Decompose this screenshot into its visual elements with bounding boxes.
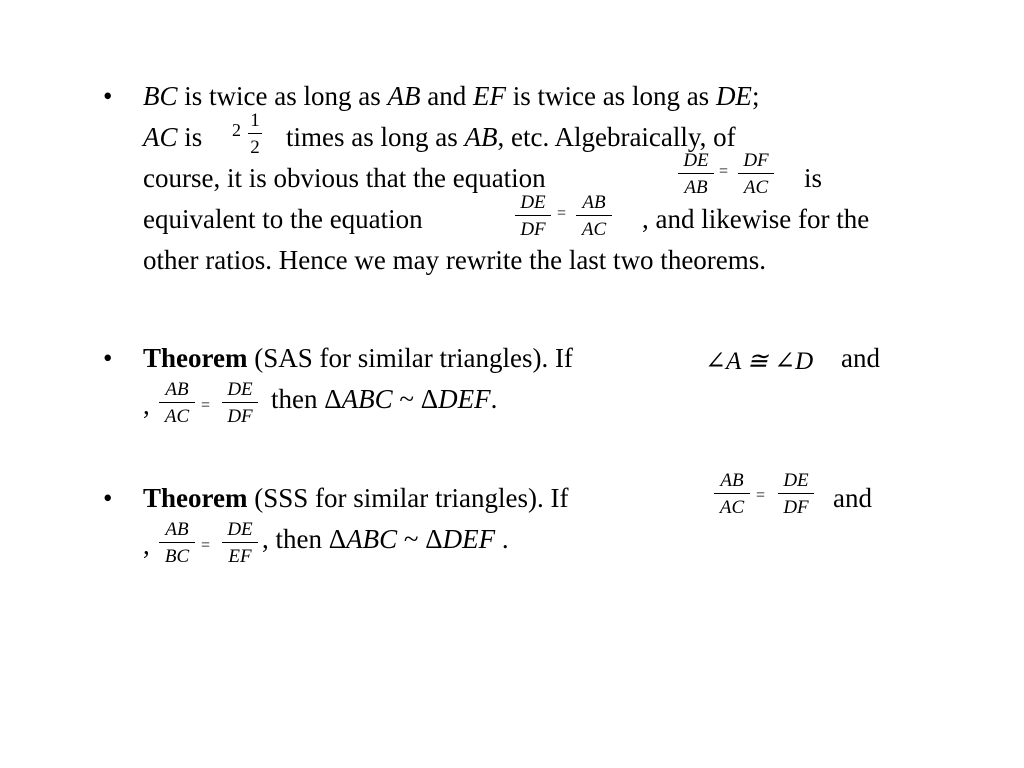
text-run: other ratios. Hence we may rewrite the last two theorems. (143, 245, 767, 275)
segment-label-bc: BC (143, 81, 178, 111)
text-run: . (490, 384, 498, 414)
segment-label-ef: EF (472, 81, 506, 111)
angle-congruence: ∠A ≅ ∠D (705, 348, 814, 375)
fraction-denominator: DF (783, 497, 809, 518)
text-run: is (177, 122, 203, 152)
bullet-3-marker: • (103, 483, 113, 513)
bullet-1-line-4 (143, 199, 423, 239)
bullet-1-line-2b (286, 117, 736, 157)
bullet-3-and: and (833, 483, 872, 513)
fraction-denominator: AC (164, 406, 190, 427)
equation-2-equals: = (557, 205, 567, 222)
text-run: . (495, 524, 509, 554)
equation-1-right-fraction (736, 151, 776, 197)
text-run: is (804, 163, 823, 193)
text-run: , and likewise for the (642, 204, 870, 234)
equation-1-equals: = (719, 163, 729, 180)
fraction-denominator: AC (719, 497, 745, 518)
bullet-3-comma: , (143, 530, 150, 560)
theorem-label: Theorem (143, 343, 248, 373)
fraction-numerator: AB (165, 379, 189, 400)
theorem-label: Theorem (143, 483, 248, 513)
segment-label-ac: AC (143, 122, 178, 152)
bullet-1-line-4-tail (642, 199, 869, 239)
bullet-2-and: and (841, 343, 880, 373)
bullet-1-line-1 (143, 76, 759, 116)
sss-condition-left-fraction (712, 471, 752, 517)
mixed-number-whole: 2 (232, 120, 241, 140)
bullet-1-line-3 (143, 158, 546, 198)
sas-right-fraction (220, 380, 260, 426)
equation-2-right-fraction (574, 193, 614, 239)
bullet-1-marker: • (103, 81, 113, 111)
text-run: ~ Δ (392, 384, 439, 414)
text-run: then Δ (271, 384, 342, 414)
text-run: equivalent to the equation (143, 204, 423, 234)
fraction-denominator: EF (228, 546, 252, 567)
triangle-def: DEF (442, 524, 496, 554)
fraction-numerator: DE (783, 470, 809, 491)
text-run: (SAS for similar triangles). If (247, 343, 573, 373)
text-run: , etc. Algebraically, of (497, 122, 736, 152)
fraction-denominator: BC (164, 546, 190, 567)
segment-label-ab: AB (387, 81, 421, 111)
triangle-def: DEF (438, 384, 491, 414)
fraction-denominator: AB (684, 177, 708, 198)
text-run: course, it is obvious that the equation (143, 163, 546, 193)
sss-condition-equals: = (756, 487, 766, 504)
text-run: and (420, 81, 473, 111)
fraction-denominator: AC (581, 219, 607, 240)
bullet-1-line-2a (143, 117, 202, 157)
bullet-2-line-1 (143, 338, 573, 378)
bullet-3-conclusion (262, 519, 509, 559)
bullet-1-line-5 (143, 240, 766, 280)
fraction-denominator: 2 (250, 137, 260, 158)
triangle-abc: ABC (346, 524, 398, 554)
fraction-numerator: DE (227, 519, 253, 540)
fraction-denominator: AC (743, 177, 769, 198)
fraction-numerator: DF (743, 150, 769, 171)
sas-equals: = (201, 397, 211, 414)
fraction-denominator: DF (227, 406, 253, 427)
fraction-denominator: DF (520, 219, 546, 240)
segment-label-ab: AB (464, 122, 498, 152)
bullet-2-conclusion (271, 379, 497, 419)
text-run: is twice as long as (177, 81, 388, 111)
sss-condition-right-fraction (776, 471, 816, 517)
fraction-numerator: AB (720, 470, 744, 491)
text-run: ~ Δ (397, 524, 443, 554)
fraction-numerator: AB (582, 192, 606, 213)
bullet-2-comma: , (143, 390, 150, 420)
text-run: , then Δ (262, 524, 347, 554)
text-run: is twice as long as (505, 81, 716, 111)
fraction-numerator: 1 (250, 110, 260, 131)
sss-equals: = (201, 537, 211, 554)
bullet-2-marker: • (103, 343, 113, 373)
equation-2-left-fraction (513, 193, 553, 239)
sss-right-fraction (220, 520, 260, 566)
text-run: ; (751, 81, 760, 111)
sss-left-fraction (157, 520, 197, 566)
sas-left-fraction (157, 380, 197, 426)
fraction-numerator: DE (520, 192, 546, 213)
fraction-numerator: DE (227, 379, 253, 400)
bullet-3-line-1 (143, 478, 568, 518)
triangle-abc: ABC (341, 384, 393, 414)
mixed-number-fraction (246, 111, 264, 157)
bullet-1-line-3-tail (804, 158, 822, 198)
text-run: times as long as (286, 122, 465, 152)
text-run: (SSS for similar triangles). If (247, 483, 569, 513)
fraction-numerator: AB (165, 519, 189, 540)
segment-label-de: DE (715, 81, 752, 111)
equation-1-left-fraction (676, 151, 716, 197)
fraction-numerator: DE (683, 150, 709, 171)
